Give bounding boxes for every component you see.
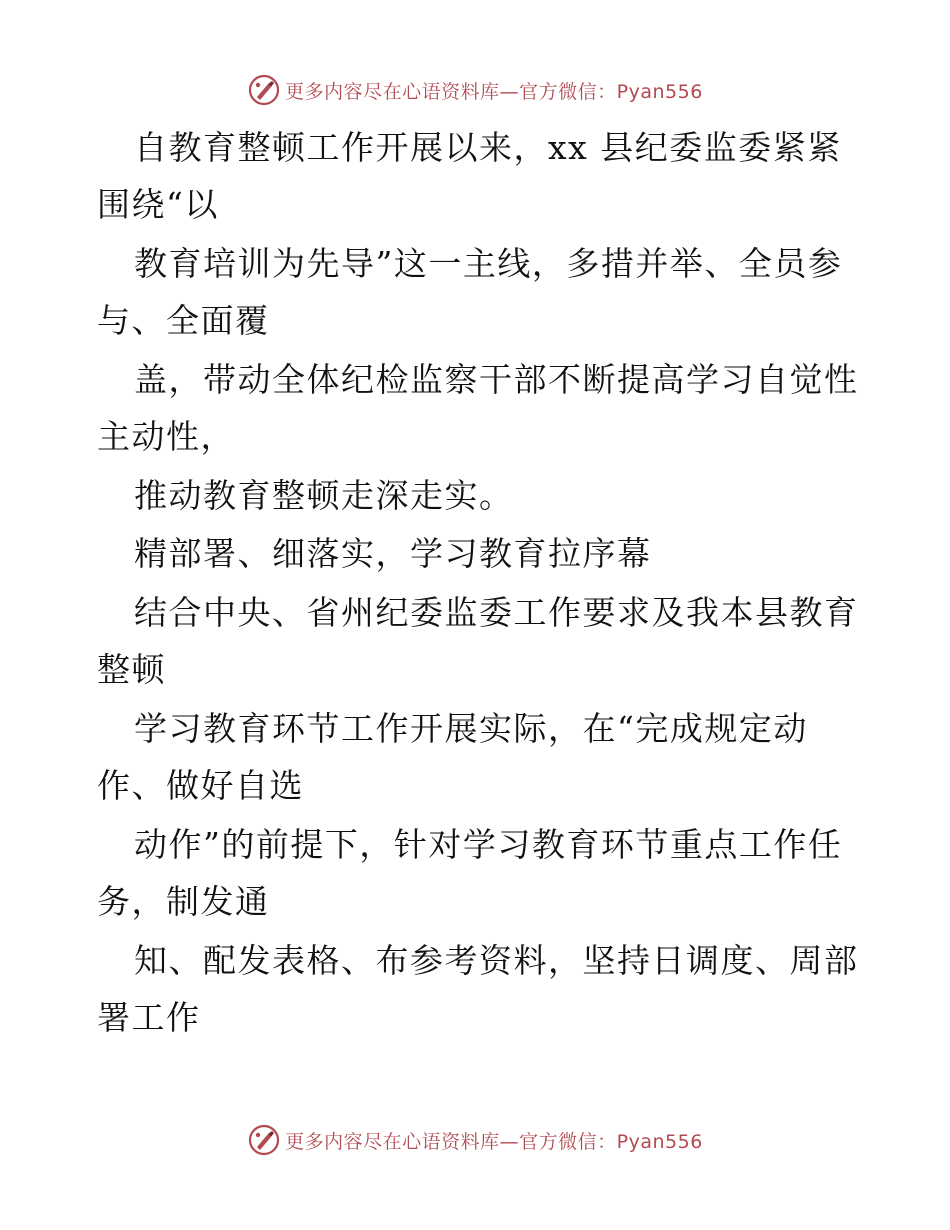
footer-banner (0, 1120, 950, 1160)
body-line: 整顿 (97, 650, 166, 689)
body-line: 务，制发通 (97, 882, 270, 921)
header-banner-text: 更多内容尽在心语资料库—官方微信：Pyan556 (285, 80, 703, 103)
body-line: 主动性， (97, 417, 235, 456)
body-line: 自教育整顿工作开展以来，xx 县纪委监委紧紧 (134, 128, 842, 167)
body-line: 推动教育整顿走深走实。 (134, 476, 514, 515)
body-line: 与、全面覆 (97, 301, 270, 340)
body-line: 作、做好自选 (97, 766, 304, 805)
body-line: 围绕“以 (97, 185, 219, 224)
body-line: 知、配发表格、布参考资料，坚持日调度、周部 (134, 941, 859, 980)
body-line: 教育培训为先导”这一主线，多措并举、全员参 (134, 244, 843, 283)
body-line: 署工作 (97, 998, 201, 1037)
section-heading: 精部署、细落实，学习教育拉序幕 (134, 534, 652, 573)
pen-seal-icon (247, 1123, 281, 1157)
body-line: 盖，带动全体纪检监察干部不断提高学习自觉性 (134, 360, 859, 399)
body-line: 结合中央、省州纪委监委工作要求及我本县教育 (134, 593, 859, 632)
footer-banner-text: 更多内容尽在心语资料库—官方微信：Pyan556 (285, 1130, 703, 1153)
body-line: 学习教育环节工作开展实际，在“完成规定动 (134, 709, 808, 748)
body-line: 动作”的前提下，针对学习教育环节重点工作任 (134, 825, 843, 864)
